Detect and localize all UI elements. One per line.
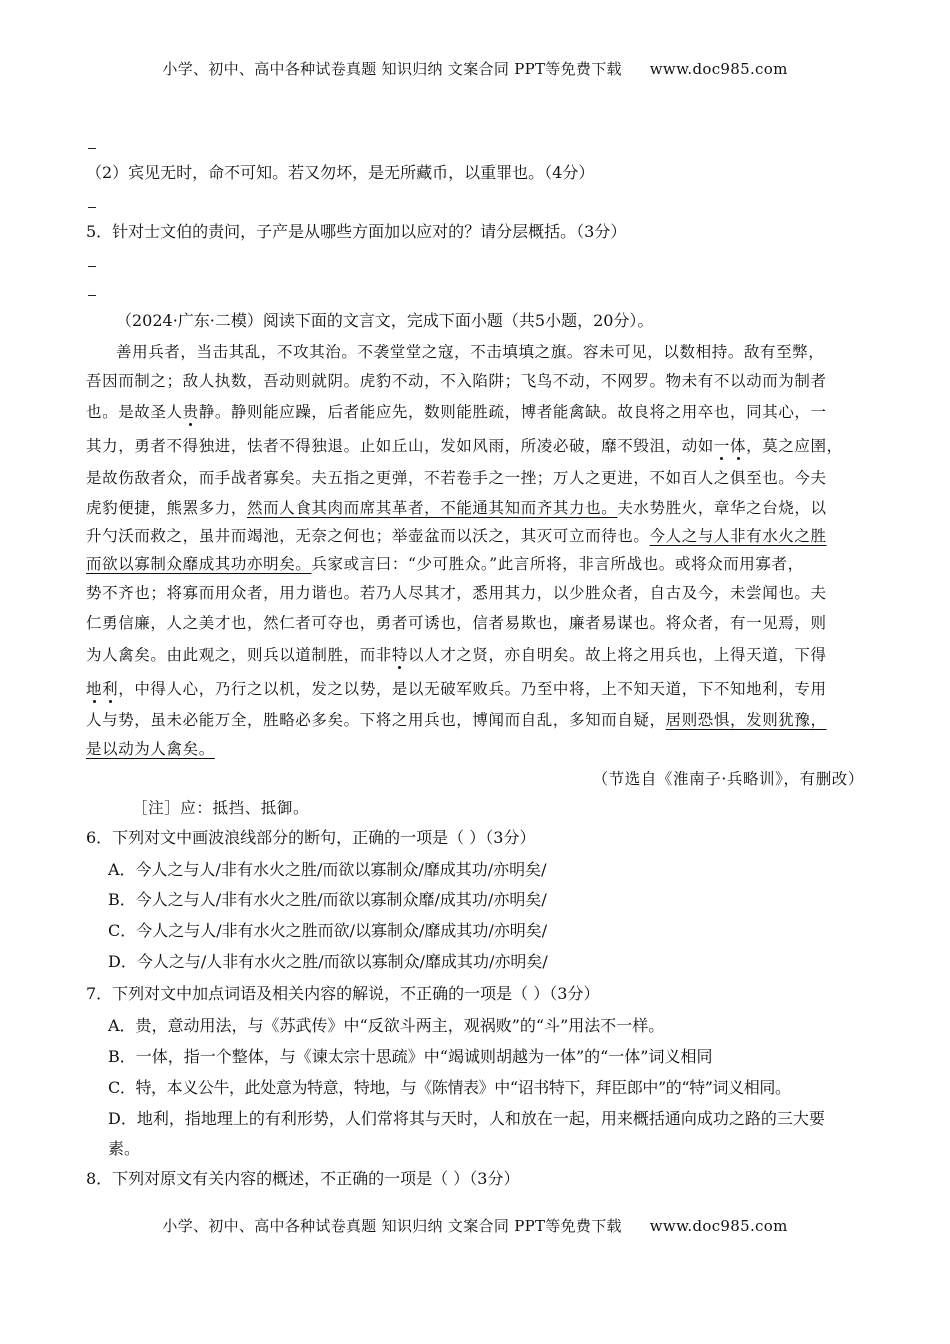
question-6-option-d: D．今人之与/人非有水火之胜/而欲以寡制众/靡成其功/亦明矣/	[108, 952, 548, 971]
underlined-sentence: 是以动为人禽矣。	[86, 740, 215, 758]
passage-line: 势不齐也；将寡而用众者，用力谐也。若乃人尽其才，悉用其力，以少胜众者，自古及今，未尝闻也。夫	[86, 584, 827, 602]
passage-line: 而欲以寡制众靡成其功亦明矣。兵家或言曰：“少可胜众。”此言所将，非言所战也。或将众而用寡者，	[86, 555, 804, 573]
passage-source: （节选自《淮南子·兵略训》，有删改）	[592, 770, 864, 788]
passage-line	[86, 737, 876, 759]
dotted-word-te: 特	[391, 646, 409, 664]
question-7-option-b: B．一体，指一个整体，与《谏太宗十思疏》中“竭诚则胡越为一体”的“一体”词义相同	[108, 1047, 713, 1066]
wavy-line-sentence: 而欲以寡制众靡成其功亦明矣。	[86, 555, 312, 573]
page-header	[0, 58, 950, 79]
passage-line: 为人禽矣。由此观之，则兵以道制胜，而非特以人才之贤，亦自明矣。故上将之用兵也，上得天道，下得	[86, 646, 827, 664]
passage-line: 其力，勇者不得独进，怯者不得独退。止如丘山，发如风雨，所凌必破，靡不毁沮，动如一体，莫之应圉，	[86, 437, 843, 455]
dotted-word-ti: 体	[730, 437, 747, 455]
passage-note: ［注］应：抵挡、抵御。	[132, 799, 310, 817]
passage-intro: （2024·广东·二模）阅读下面的文言文，完成下面小题（共5小题，20分）。	[116, 311, 654, 330]
answer-blank-line	[88, 207, 96, 208]
question-6-option-b: B．今人之与人/非有水火之胜/而欲以寡制众靡/成其功/亦明矣/	[108, 890, 547, 909]
question-7-option-a: A．贵，意动用法，与《苏武传》中“反欲斗两主，观祸败”的“斗”用法不一样。	[108, 1016, 665, 1035]
answer-blank-line	[88, 295, 96, 296]
wavy-line-sentence: 今人之与人非有水火之胜	[649, 527, 827, 545]
header-text: 小学、初中、高中各种试卷真题 知识归纳 文案合同 PPT等免费下载	[162, 60, 622, 78]
question-6-option-a: A．今人之与人/非有水火之胜/而欲以寡制众/靡成其功/亦明矣/	[108, 860, 547, 879]
header-url[interactable]: www.doc985.com	[649, 60, 788, 78]
passage-line: 是故伤敌者众，而手战者寡矣。夫五指之更弹，不若卷手之一挫；万人之更进，不如百人之俱至也。今夫	[86, 469, 827, 487]
footer-text: 小学、初中、高中各种试卷真题 知识归纳 文案合同 PPT等免费下载	[162, 1217, 622, 1235]
question-5: 5．针对士文伯的责问，子产是从哪些方面加以应对的？请分层概括。（3分）	[86, 222, 627, 241]
dotted-word-di: 地	[86, 680, 103, 698]
passage-line: 也。是故圣人贵静。静则能应躁，后者能应先，数则能胜疏，博者能禽缺。故良将之用卒也，同其心，一	[86, 403, 827, 421]
question-7-option-d: D．地利，指地理上的有利形势，人们常将其与天时，人和放在一起，用来概括通向成功之路的三大要	[108, 1109, 825, 1128]
underlined-sentence: 然而人食其肉而席其革者，不能通其知而齐其力也。	[247, 499, 618, 517]
question-7-option-c: C．特，本义公牛，此处意为特意，特地，与《陈情表》中“诏书特下，拜臣郎中”的“特”词义相同。	[108, 1078, 791, 1097]
passage-line: 吾因而制之；敌人执数，吾动则就阴。虎豹不动，不入陷阱；飞鸟不动，不网罗。物未有不以动而为制者	[86, 372, 827, 390]
question-7: 7．下列对文中加点词语及相关内容的解说，不正确的一项是（ ）（3分）	[86, 984, 600, 1003]
underlined-sentence: 居则恐惧，发则犹豫，	[665, 711, 827, 729]
passage-line: 人与势，虽未必能万全，胜略必多矣。下将之用兵也，博闻而自乱，多知而自疑，居则恐惧，发则犹豫，	[86, 711, 827, 729]
footer-url[interactable]: www.doc985.com	[649, 1217, 788, 1235]
answer-blank-line	[88, 266, 96, 267]
dotted-word-li: 利	[102, 680, 119, 698]
question-6-option-c: C．今人之与人/非有水火之胜而欲/以寡制众/靡成其功/亦明矣/	[108, 921, 548, 940]
question-6: 6．下列对文中画波浪线部分的断句，正确的一项是（ ）（3分）	[86, 828, 536, 847]
page-footer	[0, 1215, 950, 1236]
question-8: 8．下列对原文有关内容的概述，不正确的一项是（ ）（3分）	[86, 1169, 520, 1188]
question-4-2: （2）宾见无时，命不可知。若又勿坏，是无所藏币，以重罪也。（4分）	[86, 163, 595, 182]
passage-line: 仁勇信廉，人之美才也，然仁者可夺也，勇者可诱也，信者易欺也，廉者易谋也。将众者，有一见焉，则	[86, 614, 827, 632]
answer-blank-line	[88, 148, 96, 149]
passage-line: 虎豹便捷，熊罴多力，然而人食其肉而席其革者，不能通其知而齐其力也。夫水势胜火，章华之台烧，以	[86, 499, 827, 517]
dotted-word-gui: 贵	[182, 403, 199, 421]
dotted-word-yi: 一	[713, 437, 731, 455]
question-7-option-d-cont: 素。	[108, 1139, 141, 1158]
passage-line: 地利，中得人心，乃行之以机，发之以势，是以无破军败兵。乃至中将，上不知天道，下不知地利，专用	[86, 680, 827, 698]
passage-line: 善用兵者，当击其乱，不攻其治。不袭堂堂之寇，不击填填之旗。容未可见，以数相持。敌有至弊，	[116, 343, 825, 361]
passage-line: 升勺沃而救之，虽井而竭池，无奈之何也；举壶盆而以沃之，其灭可立而待也。今人之与人非有水火之胜	[86, 527, 827, 545]
